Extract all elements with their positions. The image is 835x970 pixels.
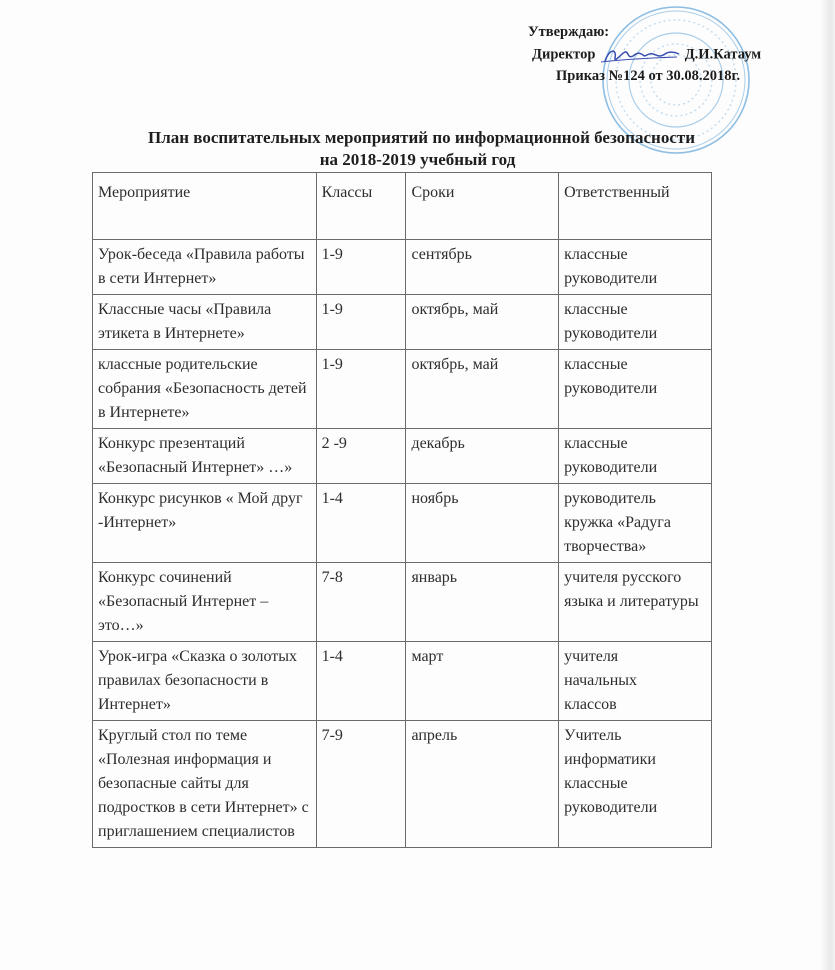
- cell-responsible: классные руководители: [559, 429, 712, 484]
- cell-period: октябрь, май: [406, 350, 559, 429]
- cell-period: октябрь, май: [406, 295, 559, 350]
- cell-responsible: Учитель информатики классные руководители: [559, 721, 712, 848]
- table-row: [93, 484, 712, 563]
- cell-responsible: учителя русского языка и литературы: [559, 563, 712, 642]
- cell-period: январь: [406, 563, 559, 642]
- table-header-row: [93, 173, 712, 240]
- cell-responsible: классные руководители: [559, 240, 712, 295]
- table-row: [93, 350, 712, 429]
- header-responsible: Ответственный: [559, 173, 712, 240]
- table-row: [93, 721, 712, 848]
- cell-event: Конкурс рисунков « Мой друг -Интернет»: [93, 484, 317, 563]
- cell-event: классные родительские собрания «Безопасность детей в Интернете»: [93, 350, 317, 429]
- cell-responsible: учителя начальных классов: [559, 642, 712, 721]
- cell-event: Урок-игра «Сказка о золотых правилах безопасности в Интернет»: [93, 642, 317, 721]
- title-line-1: План воспитательных мероприятий по информационной безопасности: [147, 128, 696, 147]
- cell-classes: 1-4: [316, 642, 406, 721]
- cell-period: декабрь: [406, 429, 559, 484]
- cell-classes: 1-9: [316, 240, 406, 295]
- table-row: [93, 429, 712, 484]
- cell-classes: 1-4: [316, 484, 406, 563]
- cell-classes: 1-9: [316, 350, 406, 429]
- cell-classes: 7-9: [316, 721, 406, 848]
- cell-event: Классные часы «Правила этикета в Интернете»: [93, 295, 317, 350]
- header-event: Мероприятие: [93, 173, 317, 240]
- cell-period: ноябрь: [406, 484, 559, 563]
- director-signature: [599, 44, 681, 66]
- cell-responsible: классные руководители: [559, 295, 712, 350]
- cell-event: Конкурс сочинений «Безопасный Интернет – это…»: [93, 563, 317, 642]
- director-position: Директор: [532, 46, 596, 63]
- cell-period: март: [406, 642, 559, 721]
- cell-classes: 2 -9: [316, 429, 406, 484]
- director-line: [528, 44, 828, 66]
- cell-responsible: классные руководители: [559, 350, 712, 429]
- cell-classes: 1-9: [316, 295, 406, 350]
- document-title: [0, 127, 835, 171]
- order-reference: Приказ №124 от 30.08.2018г.: [556, 68, 741, 84]
- approval-block: [528, 22, 828, 88]
- approve-label: Утверждаю:: [528, 24, 610, 40]
- table-row: [93, 642, 712, 721]
- cell-classes: 7-8: [316, 563, 406, 642]
- cell-event: Круглый стол по теме «Полезная информация и безопасные сайты для подростков в сети Интернет» с приглашением специалистов: [93, 721, 317, 848]
- title-line-2: на 2018-2019 учебный год: [319, 150, 516, 169]
- cell-event: Урок-беседа «Правила работы в сети Интернет»: [93, 240, 317, 295]
- cell-responsible: руководитель кружка «Радуга творчества»: [559, 484, 712, 563]
- table-row: [93, 563, 712, 642]
- cell-period: апрель: [406, 721, 559, 848]
- cell-period: сентябрь: [406, 240, 559, 295]
- header-classes: Классы: [316, 173, 406, 240]
- cell-event: Конкурс презентаций «Безопасный Интернет» …»: [93, 429, 317, 484]
- director-name: Д.И.Катаум: [684, 46, 762, 63]
- table-row: [93, 295, 712, 350]
- table-row: [93, 240, 712, 295]
- header-period: Сроки: [406, 173, 559, 240]
- events-table: [92, 172, 712, 848]
